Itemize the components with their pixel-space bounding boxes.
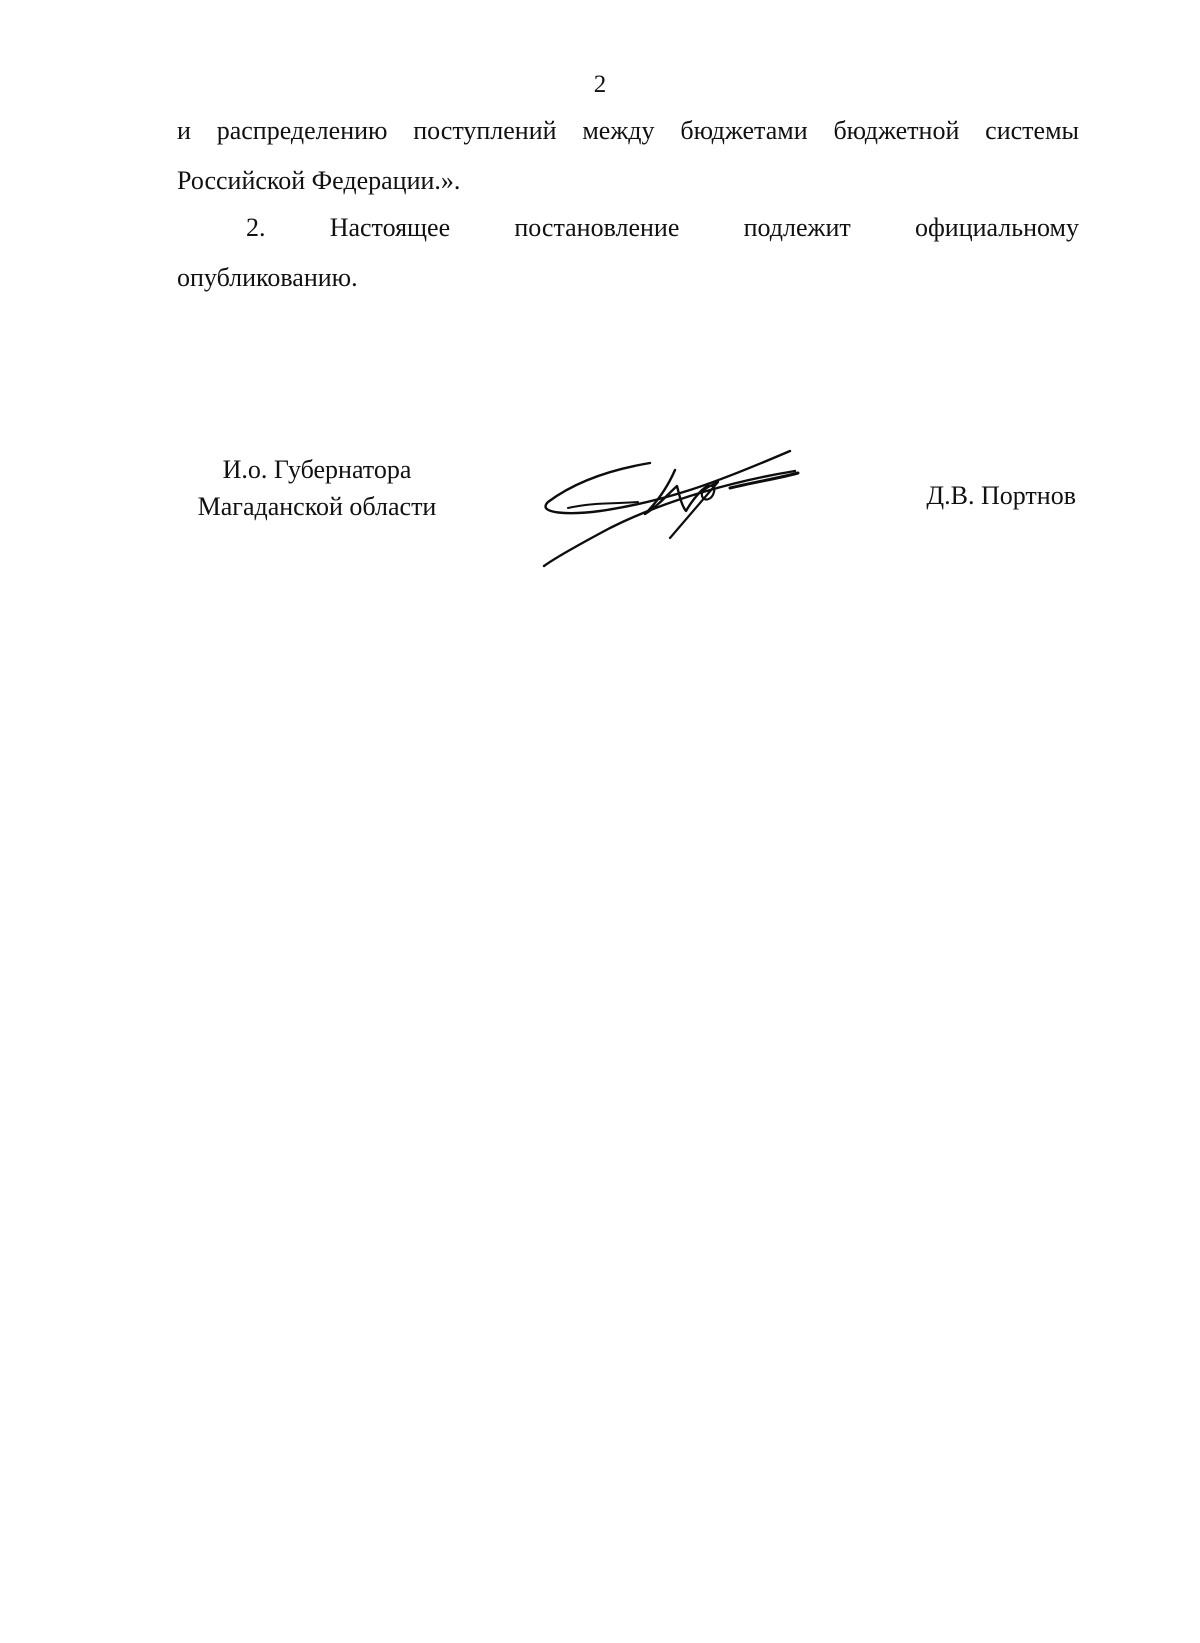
paragraph-line: 2. Настоящее постановление подлежит официальному: [246, 213, 1079, 242]
page-number: 2: [593, 71, 607, 98]
signatory-title: [177, 451, 457, 525]
signature-stroke: [544, 471, 795, 566]
handwritten-signature-icon: [540, 436, 830, 588]
paragraph-line: и распределению поступлений между бюджетами бюджетной системы: [177, 116, 1079, 145]
paragraph-item-2: [177, 203, 1079, 303]
paragraph-continuation: [177, 106, 1079, 206]
signer-name: Д.В. Портнов: [926, 481, 1076, 510]
signature-stroke: [730, 473, 798, 488]
signatory-title-line: Магаданской области: [197, 492, 437, 521]
paragraph-line: опубликованию.: [177, 263, 358, 292]
signatory-title-line: И.о. Губернатора: [222, 455, 412, 484]
signature-stroke: [645, 470, 702, 514]
paragraph-line: Российской Федерации.».: [177, 166, 461, 195]
